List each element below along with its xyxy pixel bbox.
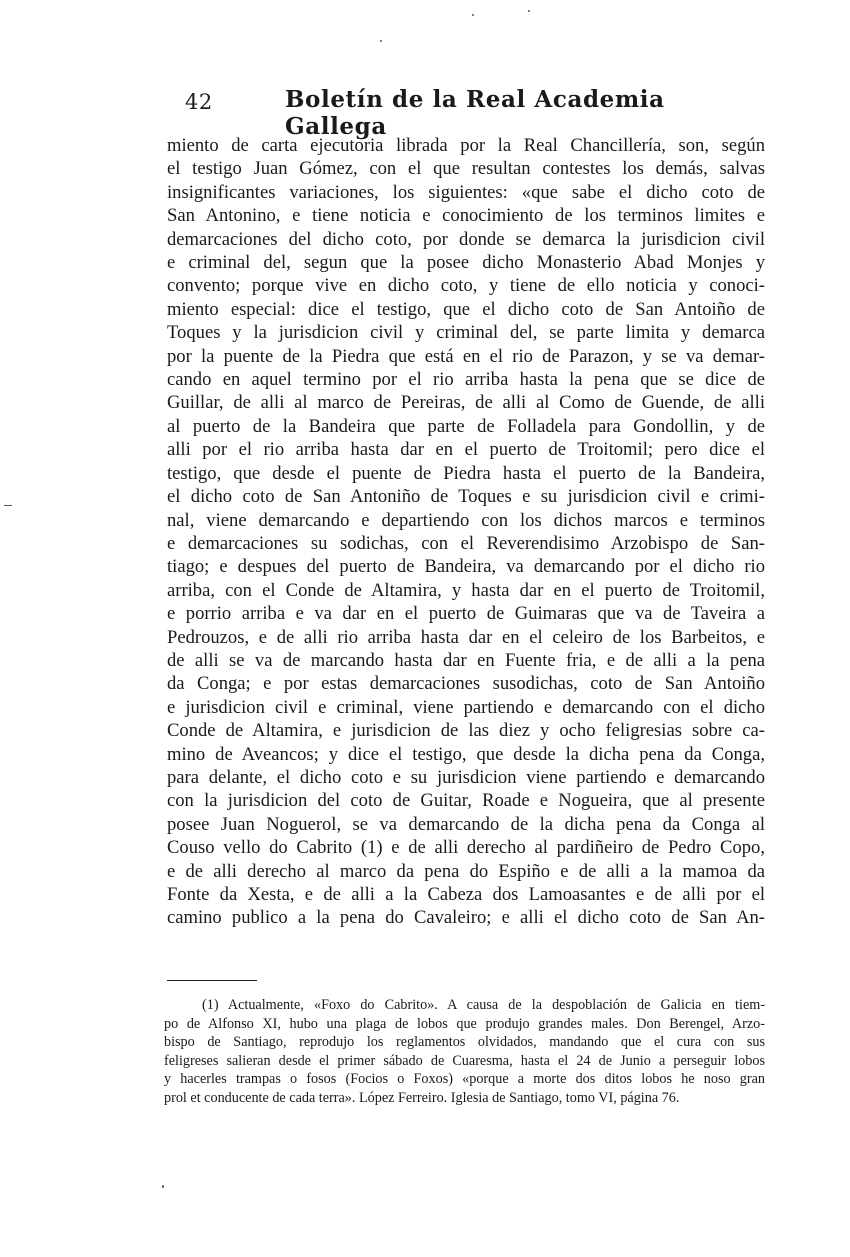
text-line: Guillar, de alli al marco de Pereiras, de alli al Como de Guende, de alli [167,392,765,414]
text-line: nal, viene demarcando e departiendo con los dichos marcos e terminos [167,509,765,531]
footnote-line: (1) Actualmente, «Foxo do Cabrito». A causa de la despoblación de Galicia en tiem- [202,997,765,1013]
footnote-line: prol et conducente de cada terra». López Ferreiro. Iglesia de Santiago, tomo VI, página 76. [164,1089,680,1106]
text-line: arriba, con el Conde de Altamira, y hasta dar en el puerto de Troitomil, [167,579,765,601]
text-line: demarcaciones del dicho coto, por donde se demarca la jurisdicion civil [167,228,765,250]
text-line: Pedrouzos, e de alli rio arriba hasta dar en el celeiro de los Barbeitos, e [167,626,765,648]
text-line: mino de Aveancos; y dice el testigo, que desde la dicha pena da Conga, [167,743,765,765]
scan-speck [472,14,474,16]
text-line: insignificantes variaciones, los siguientes: «que sabe el dicho coto de [167,181,765,203]
page-header [180,86,770,140]
text-line: por la puente de la Piedra que está en el rio de Parazon, y se va demar- [167,345,765,367]
scan-speck [4,505,12,506]
text-line: testigo, que desde el puente de Piedra hasta el puerto de la Bandeira, [167,462,765,484]
body-text [167,134,765,930]
text-line: tiago; e despues del puerto de Bandeira, va demarcando por el dicho rio [167,556,765,578]
text-line: cando en aquel termino por el rio arriba hasta la pena que se dice de [167,369,765,391]
scan-speck [162,1185,164,1188]
scan-speck [528,10,530,12]
text-line: convento; porque vive en dicho coto, y tiene de ello noticia y conoci- [167,275,765,297]
text-line: Couso vello do Cabrito (1) e de alli derecho al pardiñeiro de Pedro Copo, [167,837,765,859]
text-line: e demarcaciones su sodichas, con el Reverendisimo Arzobispo de San- [167,532,765,554]
text-line: e porrio arriba e va dar en el puerto de Guimaras que va de Taveira a [167,603,765,625]
scan-speck [380,40,382,42]
footnote-line: bispo de Santiago, reprodujo los reglamentos olvidados, mandando que el cura con sus [164,1034,765,1050]
text-line: con la jurisdicion del coto de Guitar, Roade e Nogueira, que al presente [167,790,765,812]
text-line: da Conga; e por estas demarcaciones susodichas, coto de San Antoiño [167,673,765,695]
text-line: e criminal del, segun que la posee dicho Monasterio Abad Monjes y [167,252,765,274]
text-line: e de alli derecho al marco da pena do Espiño e de alli a la mamoa da [167,860,765,882]
running-title: Boletín de la Real Academia Gallega [285,86,665,140]
footnote-line: po de Alfonso XI, hubo una plaga de lobos que produjo grandes males. Don Berengel, Arzo- [164,1015,765,1032]
footnote-line: feligreses salieran desde el primer sábado de Cuaresma, hasta el 24 de Junio a perseguir lobos [164,1052,765,1069]
text-line: alli por el rio arriba hasta dar en el puerto de Troitomil; pero dice el [167,439,765,461]
text-line: San Antonino, e tiene noticia e conocimiento de los terminos limites e [167,205,765,227]
footnote-line: y hacerles trampas o fosos (Focios o Foxos) «porque a morte dos ditos lobos he noso gran [164,1071,765,1087]
text-line: miento especial: dice el testigo, que el dicho coto de San Antoiño de [167,298,765,320]
text-line: Fonte da Xesta, e de alli a la Cabeza dos Lamoasantes e de alli por el [167,884,765,905]
text-line: miento de carta ejecutoria librada por la Real Chancillería, son, según [167,135,765,156]
text-line: posee Juan Noguerol, se va demarcando de la dicha pena da Conga al [167,813,765,835]
text-line: de alli se va de marcando hasta dar en Fuente fria, e de alli a la pena [167,649,765,671]
text-line: camino publico a la pena do Cavaleiro; e alli el dicho coto de San An- [167,907,765,929]
text-line: Toques y la jurisdicion civil y criminal del, se parte limita y demarca [167,322,765,344]
text-line: e jurisdicion civil e criminal, viene partiendo e demarcando con el dicho [167,696,765,718]
footnote-rule [167,980,257,981]
text-line: Conde de Altamira, e jurisdicion de las diez y ocho feligresias sobre ca- [167,720,765,742]
text-line: el testigo Juan Gómez, con el que resultan contestes los demás, salvas [167,158,765,180]
text-line: el dicho coto de San Antoniño de Toques e su jurisdicion civil e crimi- [167,486,765,508]
text-line: al puerto de la Bandeira que parte de Folladela para Gondollin, y de [167,415,765,437]
page-number: 42 [185,90,213,114]
footnote [164,996,765,1107]
text-line: para delante, el dicho coto e su jurisdicion viene partiendo e demarcando [167,766,765,788]
